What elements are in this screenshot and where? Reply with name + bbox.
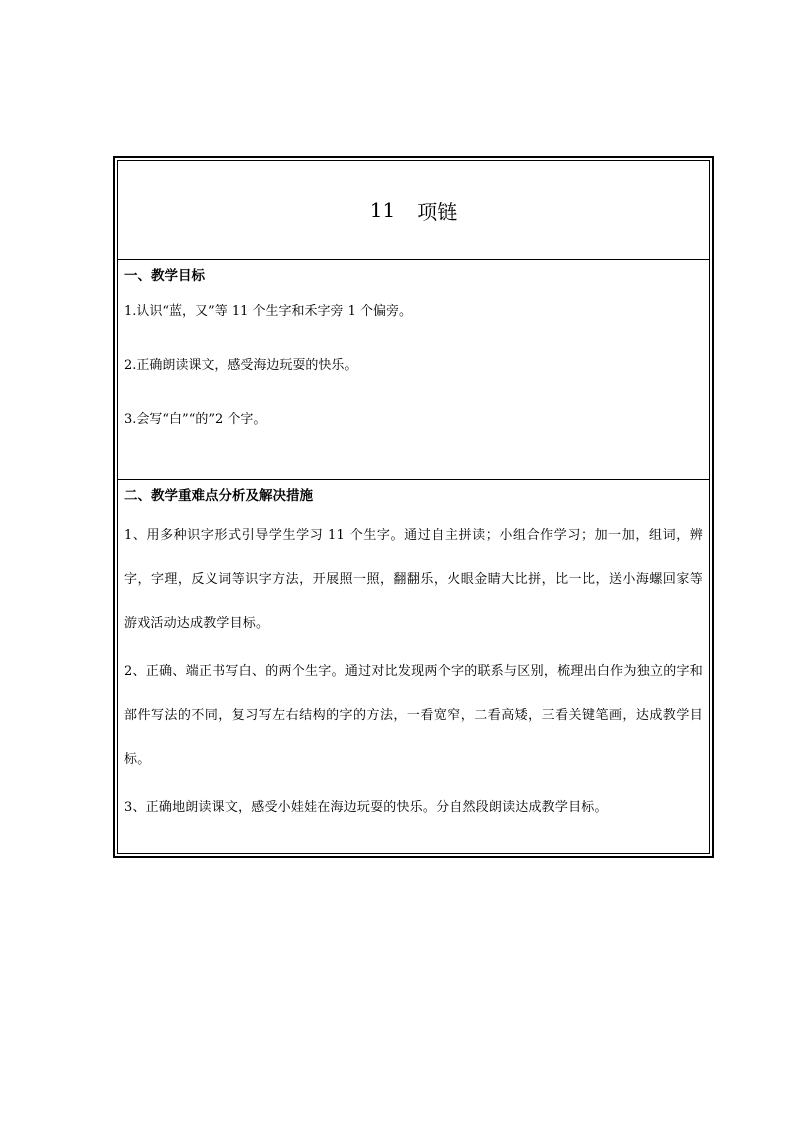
key-points-heading: 二、教学重难点分析及解决措施: [124, 488, 313, 504]
measure-item: 3、正确地朗读课文，感受小娃娃在海边玩耍的快乐。分自然段朗读达成教学目标。: [124, 800, 608, 815]
goal-item: 2.正确朗读课文，感受海边玩耍的快乐。: [124, 358, 358, 373]
lesson-plan-table: [113, 156, 714, 858]
measure-item: 1、用多种识字形式引导学生学习 11 个生字。通过自主拼读；小组合作学习；加一加，组词，辨字，字理，反义词等识字方法，开展照一照，翻翻乐，火眼金睛大比拼，比一比，送小海螺回家等游戏活动达成教学目标。: [124, 528, 703, 631]
key-points-section: [118, 480, 709, 853]
goal-item: 1.认识“蓝，又”等 11 个生字和禾字旁 1 个偏旁。: [124, 304, 413, 319]
lesson-number: 11: [369, 198, 396, 222]
lesson-plan-inner: [117, 160, 710, 854]
goal-item: 3.会写“白”“的”2 个字。: [124, 412, 267, 427]
lesson-title: 项链: [417, 199, 458, 224]
teaching-goals-heading: 一、教学目标: [124, 268, 205, 284]
teaching-goals-section: [118, 260, 709, 480]
lesson-title-row: [118, 161, 709, 260]
measure-item: 2、正确、端正书写白、的两个生字。通过对比发现两个字的联系与区别，梳理出白作为独立的字和部件写法的不同，复习写左右结构的字的方法，一看宽窄，二看高矮，三看关键笔画，达成教学目标。: [124, 664, 703, 767]
